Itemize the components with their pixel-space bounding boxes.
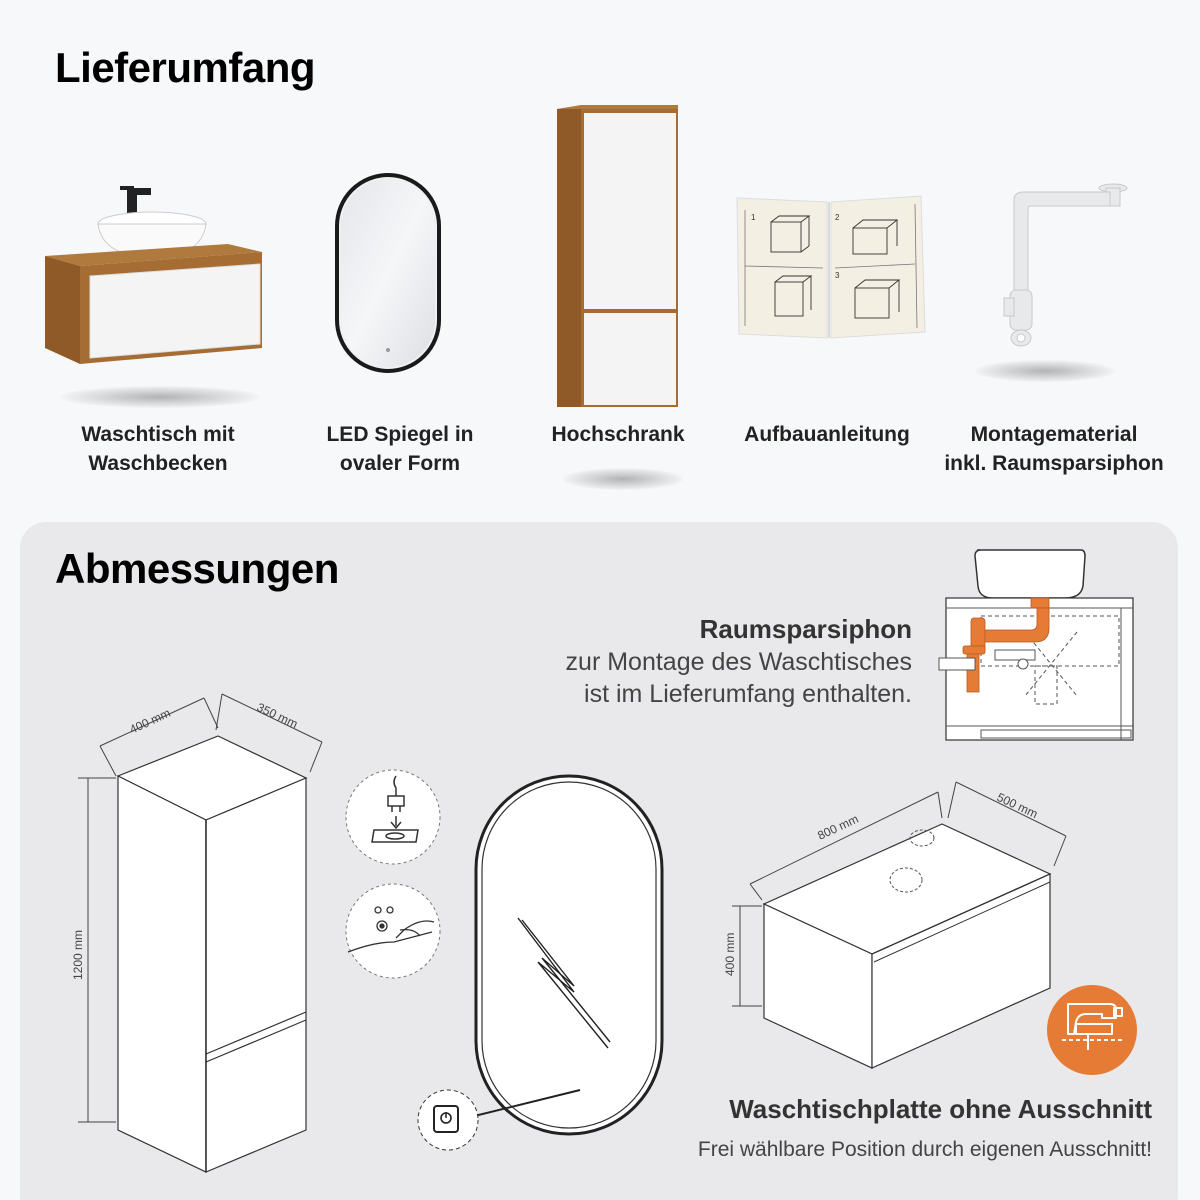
board-description: Frei wählbare Position durch eigenen Ausschnitt! bbox=[697, 1138, 1152, 1161]
vanity-height-label: 400 mm bbox=[723, 932, 737, 976]
vanity-depth-label: 500 mm bbox=[994, 790, 1040, 822]
item-label-line: Hochschrank bbox=[551, 423, 685, 446]
cabinet-width-label: 400 mm bbox=[127, 705, 173, 737]
item-label-line: Waschbecken bbox=[88, 452, 228, 475]
item-label-line: LED Spiegel in bbox=[326, 423, 474, 446]
vanity-with-basin-image bbox=[40, 180, 270, 370]
oval-mirror-image bbox=[330, 170, 450, 380]
siphon-installation-diagram bbox=[945, 546, 1140, 742]
item-label-mounting bbox=[934, 420, 1174, 478]
manual-step-3: 3 bbox=[835, 271, 840, 280]
item-label-cabinet bbox=[498, 420, 738, 449]
item-label-vanity bbox=[38, 420, 278, 478]
vanity-shadow bbox=[60, 386, 260, 408]
space-saving-siphon-image bbox=[990, 180, 1130, 360]
item-label-mirror bbox=[280, 420, 520, 478]
vanity-width-label: 800 mm bbox=[815, 811, 861, 843]
siphon-line: zur Montage des Waschtisches bbox=[565, 648, 912, 676]
item-label-manual bbox=[707, 420, 947, 449]
vanity-drawing bbox=[720, 770, 1080, 1090]
cabinet-depth-label: 350 mm bbox=[254, 700, 300, 732]
assembly-manual-image bbox=[735, 192, 930, 342]
item-label-line: Aufbauanleitung bbox=[744, 423, 910, 446]
cabinet-height-label: 1200 mm bbox=[71, 929, 85, 980]
board-title: Waschtischplatte ohne Ausschnitt bbox=[729, 1094, 1152, 1124]
manual-step-2: 2 bbox=[835, 213, 840, 222]
cabinet-shadow bbox=[563, 468, 683, 490]
tall-cabinet-drawing bbox=[60, 680, 350, 1180]
touch-switch-icon bbox=[344, 882, 442, 980]
siphon-line: ist im Lieferumfang enthalten. bbox=[584, 680, 912, 708]
dimensions-title: Abmessungen bbox=[55, 545, 339, 592]
item-label-line: ovaler Form bbox=[339, 452, 461, 475]
item-label-line: Montagematerial bbox=[970, 423, 1138, 446]
socket-icon bbox=[416, 1088, 480, 1152]
scope-title: Lieferumfang bbox=[55, 44, 316, 91]
siphon-title: Raumsparsiphon bbox=[699, 614, 912, 644]
jigsaw-icon bbox=[1046, 984, 1138, 1076]
item-label-line: Waschtisch mit bbox=[81, 423, 235, 446]
tall-cabinet-image bbox=[555, 105, 685, 410]
manual-step-1: 1 bbox=[751, 213, 756, 222]
siphon-shadow bbox=[975, 360, 1115, 382]
plug-icon bbox=[344, 768, 442, 866]
oval-mirror-drawing bbox=[470, 772, 670, 1142]
item-label-line: inkl. Raumsparsiphon bbox=[944, 452, 1164, 475]
siphon-description bbox=[492, 646, 912, 710]
